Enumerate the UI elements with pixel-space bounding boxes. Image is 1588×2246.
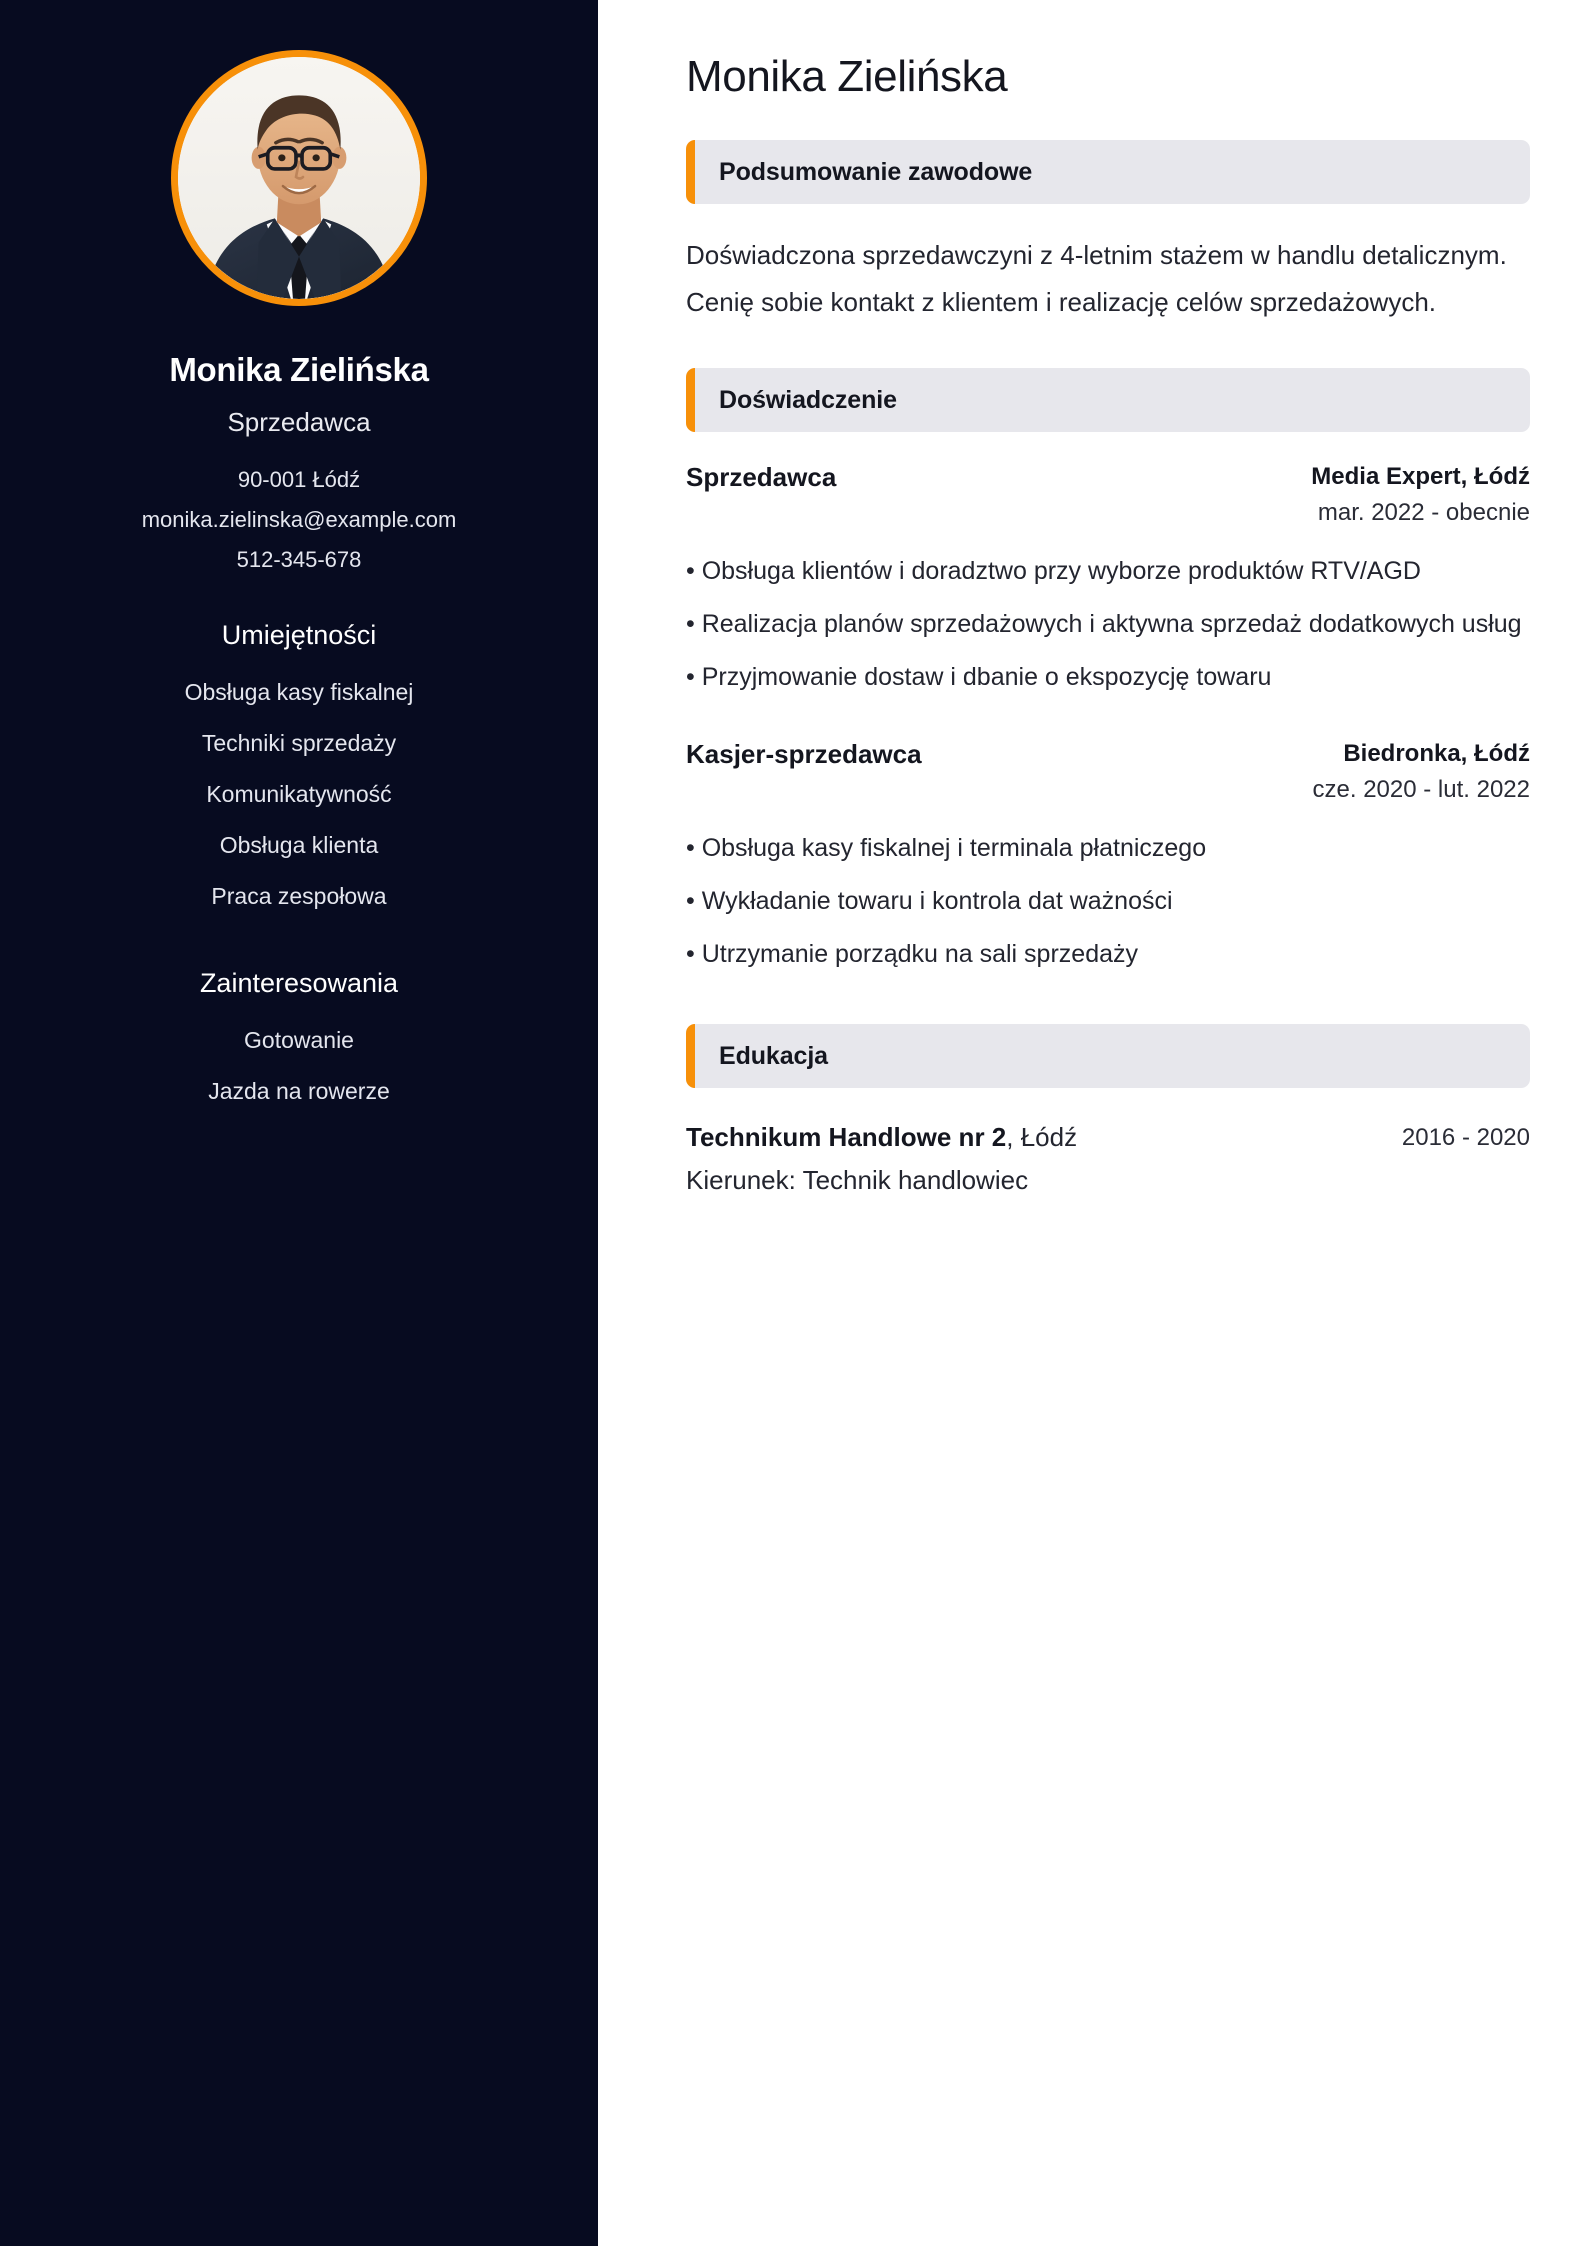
job-bullet: • Obsługa kasy fiskalnej i terminala płatniczego — [686, 834, 1207, 862]
job-dates: cze. 2020 - lut. 2022 — [1312, 776, 1530, 803]
job-dates: mar. 2022 - obecnie — [1317, 499, 1530, 526]
main-content — [598, 0, 1588, 2246]
job-bullet: • Utrzymanie porządku na sali sprzedaży — [686, 940, 1139, 968]
interest-item: Jazda na rowerze — [208, 1078, 390, 1104]
education-school — [686, 1116, 1077, 1158]
section-title: Doświadczenie — [719, 385, 897, 414]
summary-text: Doświadczona sprzedawczyni z 4-letnim stażem w handlu detalicznym. Cenię sobie kontakt z klientem i realizację celów sprzedażowych. — [686, 240, 1507, 317]
skill-item: Obsługa kasy fiskalnej — [184, 679, 414, 705]
section-header-experience — [686, 368, 1530, 432]
contact-block — [0, 460, 598, 580]
education-field: Kierunek: Technik handlowiec — [686, 1165, 1029, 1195]
skill-item: Techniki sprzedaży — [201, 730, 397, 756]
education-dates: 2016 - 2020 — [1401, 1124, 1530, 1151]
education-school-city: , Łódź — [1006, 1122, 1078, 1152]
education-header — [686, 1116, 1530, 1158]
job-title: Sprzedawca — [686, 462, 837, 492]
sidebar-name: Monika Zielińska — [169, 351, 429, 388]
job-bullet: • Realizacja planów sprzedażowych i aktywna sprzedaż dodatkowych usług — [686, 610, 1522, 638]
skill-item: Komunikatywność — [206, 781, 392, 807]
job-meta — [1313, 737, 1530, 809]
job-bullet: • Wykładanie towaru i kontrola dat ważności — [686, 887, 1173, 915]
avatar — [171, 50, 427, 306]
job-company: Media Expert, Łódź — [1311, 463, 1530, 490]
skills-heading: Umiejętności — [221, 620, 377, 650]
interest-item: Gotowanie — [244, 1027, 354, 1053]
page-title: Monika Zielińska — [686, 52, 1008, 101]
section-title: Podsumowanie zawodowe — [719, 157, 1033, 186]
contact-email[interactable]: monika.zielinska@example.com — [141, 507, 457, 532]
experience-header — [686, 737, 1530, 809]
education-school-name: Technikum Handlowe nr 2 — [686, 1122, 1007, 1152]
contact-address: 90-001 Łódź — [237, 467, 361, 492]
skill-item: Praca zespołowa — [211, 883, 387, 909]
experience-header — [686, 460, 1530, 532]
skill-item: Obsługa klienta — [219, 832, 379, 858]
contact-phone[interactable]: 512-345-678 — [236, 547, 362, 572]
job-company: Biedronka, Łódź — [1343, 740, 1530, 767]
job-bullet: • Przyjmowanie dostaw i dbanie o ekspozycję towaru — [686, 663, 1272, 691]
job-meta — [1311, 460, 1530, 532]
job-title: Kasjer-sprzedawca — [686, 739, 922, 769]
section-title: Edukacja — [719, 1041, 828, 1070]
section-header-summary — [686, 140, 1530, 204]
profile-photo — [178, 57, 420, 299]
sidebar-role: Sprzedawca — [227, 407, 371, 437]
job-bullet: • Obsługa klientów i doradztwo przy wyborze produktów RTV/AGD — [686, 557, 1421, 585]
section-header-education — [686, 1024, 1530, 1088]
sidebar — [0, 0, 598, 2246]
interests-heading: Zainteresowania — [199, 968, 399, 998]
spacer — [686, 711, 1530, 737]
spacer — [686, 988, 1530, 1024]
skills-list — [0, 667, 598, 922]
experience-entry — [686, 460, 1530, 701]
experience-entry — [686, 737, 1530, 978]
interests-list — [0, 1015, 598, 1117]
education-entry — [686, 1116, 1530, 1202]
